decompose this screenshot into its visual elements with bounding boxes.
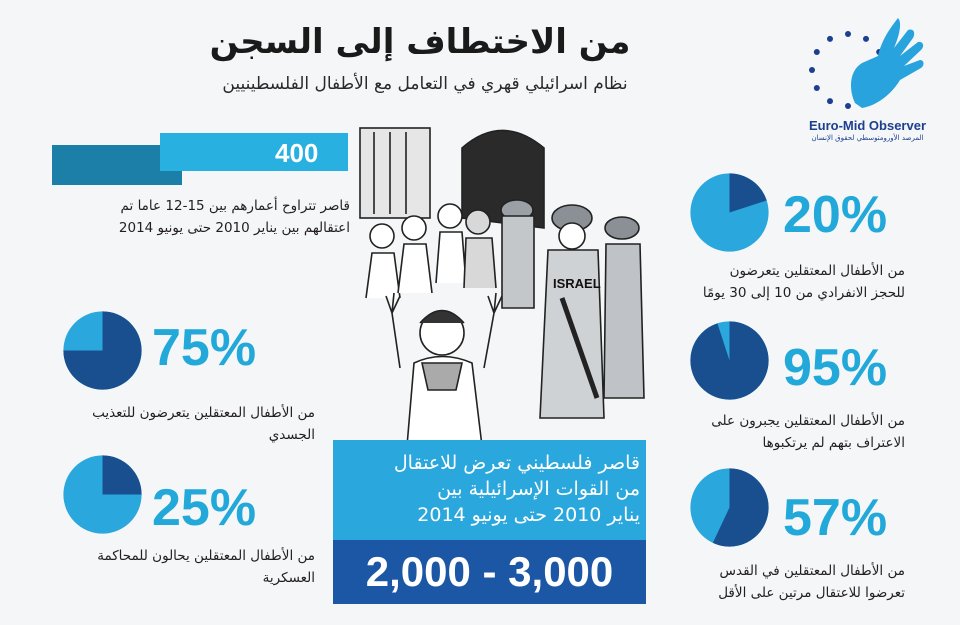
pie-slice	[690, 321, 768, 399]
logo-name-ar: المرصد الأورومتوسطي لحقوق الإنسان	[811, 134, 924, 142]
pie-jerusalem-icon	[687, 465, 772, 550]
logo-star	[814, 49, 820, 55]
torture-percent: 75%	[152, 319, 257, 377]
logo-star	[863, 36, 869, 42]
helmet-text: ISRAEL	[553, 276, 601, 291]
logo-star	[809, 67, 815, 73]
logo-star	[814, 85, 820, 91]
jerusalem-description	[660, 560, 905, 604]
jerusalem-description-line2: تعرضوا للاعتقال مرتين على الأقل	[718, 585, 905, 601]
torture-description-line1: من الأطفال المعتقلين يتعرضون للتعذيب	[92, 405, 315, 421]
arrest-range-value: 2,000 - 3,000	[365, 548, 614, 595]
arrest-summary-text	[340, 450, 640, 528]
torture-description	[50, 402, 315, 446]
confession-description-line2: الاعتراف بتهم لم يرتكبوها	[762, 435, 905, 451]
military-court-description	[50, 545, 315, 589]
solitary-percent: 20%	[783, 186, 888, 244]
military-court-description-line1: من الأطفال المعتقلين يحالون للمحاكمة	[97, 548, 315, 564]
logo-star	[845, 103, 851, 109]
count-description-line2: اعتقالهم بين يناير 2010 حتى يونيو 2014	[118, 220, 350, 236]
jerusalem-description-line1: من الأطفال المعتقلين في القدس	[719, 563, 905, 579]
count-description-line1: قاصر تتراوح أعمارهم بين 15-12 عاما تم	[120, 198, 350, 214]
panel-line2: من القوات الإسرائيلية بين	[437, 478, 640, 500]
solitary-description	[660, 260, 905, 304]
torture-description-line2: الجسدي	[268, 427, 315, 443]
confession-description	[660, 410, 905, 454]
confession-percent: 95%	[783, 339, 888, 397]
solitary-description-line1: من الأطفال المعتقلين يتعرضون	[729, 263, 905, 279]
count-description	[60, 195, 350, 239]
logo-star	[827, 98, 833, 104]
pie-confession-icon	[687, 318, 772, 403]
solitary-description-line2: للحجز الانفرادي من 10 إلى 30 يومًا	[702, 285, 905, 301]
logo-star	[845, 31, 851, 37]
panel-line3: يناير 2010 حتى يونيو 2014	[417, 504, 640, 526]
logo-name-en: Euro-Mid Observer	[808, 118, 927, 133]
jerusalem-percent: 57%	[783, 489, 888, 547]
panel-line1: قاصر فلسطيني تعرض للاعتقال	[393, 452, 640, 474]
count-value: 400	[275, 138, 319, 168]
confession-description-line1: من الأطفال المعتقلين يجبرون على	[711, 413, 905, 429]
arrest-illustration	[352, 118, 652, 446]
military-court-description-line2: العسكرية	[262, 570, 315, 586]
pie-slice	[103, 455, 142, 494]
military-court-percent: 25%	[152, 479, 257, 537]
page-subtitle: نظام اسرائيلي قهري في التعامل مع الأطفال الفلسطينيين	[222, 74, 628, 94]
page-title: من الاختطاف إلى السجن	[209, 22, 631, 62]
pie-military-court-icon	[60, 452, 145, 537]
logo-star	[827, 36, 833, 42]
pie-solitary-icon	[687, 170, 772, 255]
pie-torture-icon	[60, 308, 145, 393]
